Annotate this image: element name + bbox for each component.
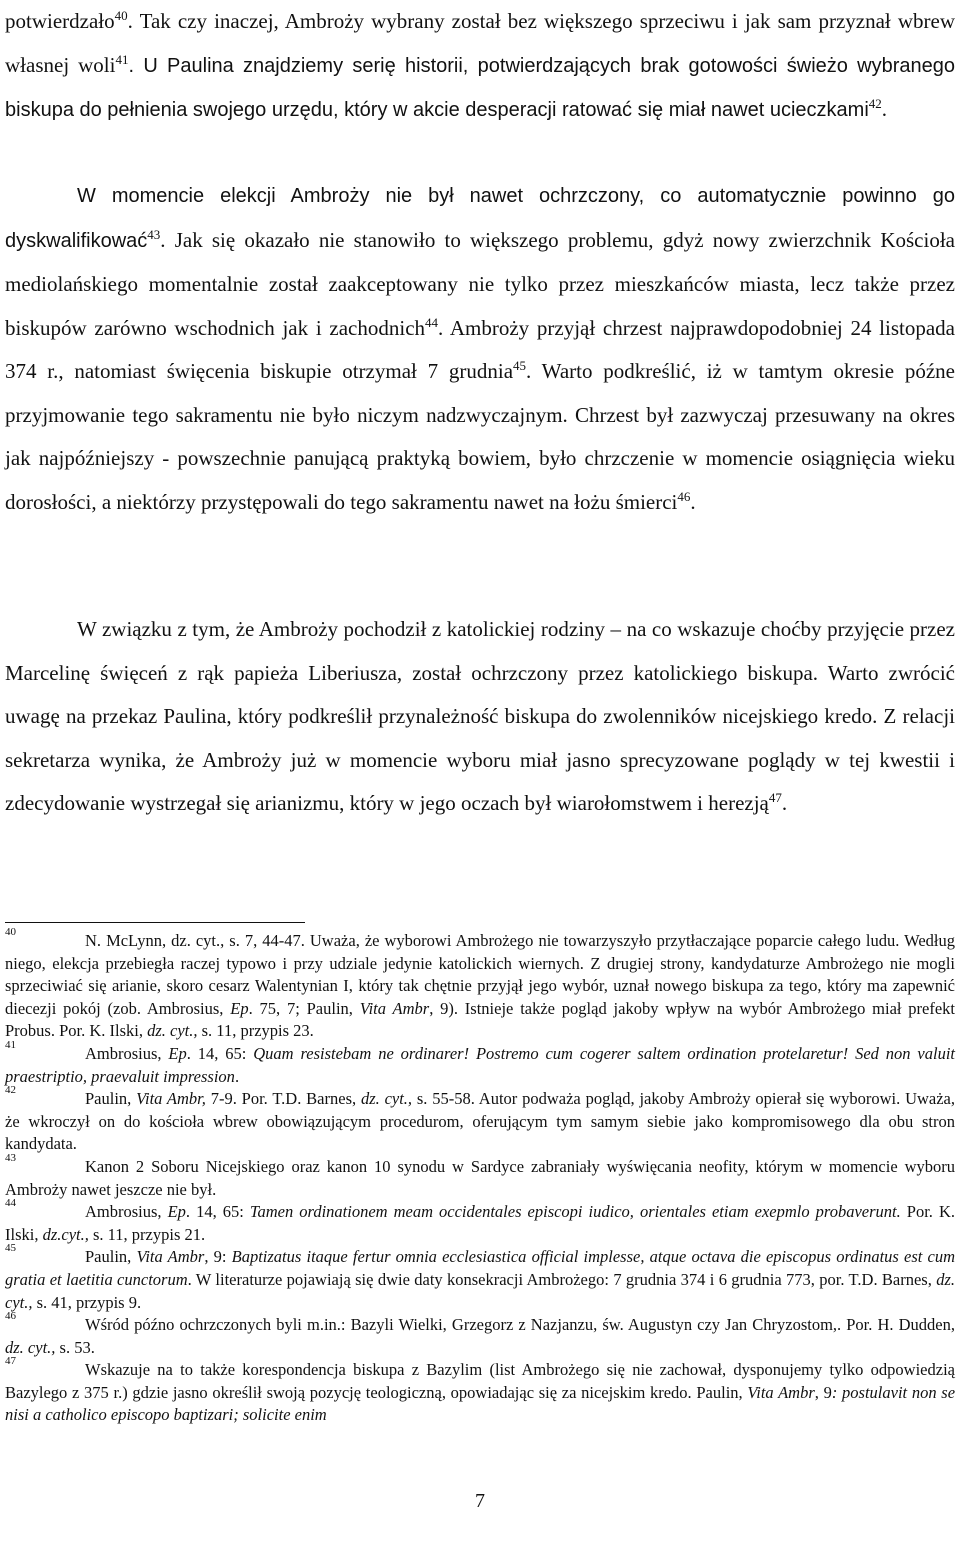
footnote-text: 7-9. Por. T.D. Barnes, (205, 1089, 361, 1109)
footnote-number: 41 (5, 1038, 16, 1051)
footnote-italic: dz. cyt., (147, 1021, 198, 1041)
footnotes (5, 926, 956, 1427)
footnote-italic: Vita Ambr, (136, 1089, 206, 1109)
footnote-ref-47[interactable]: 47 (768, 790, 782, 805)
footnote-text: Wskazuje na to także korespondencja biskupa z Bazylim (list Ambrożego się nie zachował, dysponujemy tylko odpowiedzią Bazylego z 375 r.) gdzie jasno określił swoją pozycję teologiczną, opowiadając się za nicejskim kredo. Paulin, (5, 1360, 955, 1402)
footnote-text: Paulin, (85, 1089, 137, 1109)
footnote-text: Wśród późno ochrzczonych byli m.in.: Bazyli Wielki, Grzegorz z Nazjanzu, św. Augustyn czy Jan Chryzostom,. Por. H. Dudden, (85, 1315, 955, 1335)
text-span: . Jak się okazało nie stanowiło to większego problemu, gdyż nowy zwierzchnik Kościoła mediolańskiego momentalnie został zaakceptowany nie tylko przez mieszkańców miasta, lecz także przez biskupów zarówno wschodnich jak i zachodnich (5, 227, 955, 340)
footnote-number: 40 (5, 926, 16, 938)
text-span: . Tak czy inaczej, Ambroży wybrany został bez większego sprzeciwu i jak sam przyznał wbrew własnej woli (5, 9, 955, 77)
paragraph-1-text (5, 0, 955, 133)
footnote-text: s. 41, przypis 9. (32, 1292, 142, 1312)
footnote-italic: Ep (230, 998, 249, 1018)
footnote-italic: Tamen ordinationem meam occidentales episcopi iudico, orientales etiam exepmlo probaverunt. (249, 1202, 901, 1222)
footnote-italic: : postulavit non se nisi a catholico episcopo baptizari; solicite enim (5, 1382, 956, 1425)
footnote-text: s. 11, przypis 21. (88, 1224, 206, 1244)
footnote-ref-44[interactable]: 44 (425, 314, 439, 330)
text-span: W związku z tym, że Ambroży pochodził z katolickiej rodziny – na co wskazuje choćby przyjęcie przez Marcelinę święceń z rąk papieża Liberiusza, został ochrzczony przez katolickiego biskupa. Warto zwrócić uwagę na przekaz Paulina, który podkreślił przynależność biskupa do zwolenników nicejskiego kredo. Z relacji sekretarza wynika, że Ambroży już w momencie wyboru miał jasno sprecyzowane poglądy w tej kwestii i zdecydowanie wystrzegał się arianizmu, który w jego oczach był wiarołomstwem i herezją (5, 617, 955, 815)
footnote-ref-45[interactable]: 45 (513, 358, 527, 373)
footnote-47 (5, 1355, 956, 1427)
footnote-text: . (234, 1066, 240, 1086)
footnote-number: 42 (5, 1084, 16, 1097)
paragraph-2 (5, 174, 955, 524)
footnote-italic: Vita Ambr (136, 1247, 205, 1267)
footnote-ref-42[interactable]: 42 (868, 96, 882, 111)
footnote-text: , 9). Istnieje także pogląd jakoby wpływ na wybór Ambrożego miał prefekt Probus. Por. K. Ilski, (5, 998, 956, 1041)
footnote-text: s. 11, przypis 23. (197, 1021, 314, 1041)
footnote-text: Paulin, (85, 1247, 137, 1267)
footnote-italic: Vita Ambr (359, 998, 430, 1018)
text-span: . (881, 97, 888, 121)
footnote-text: s. 53. (55, 1337, 95, 1357)
paragraph-2-text (5, 174, 955, 524)
footnote-number: 46 (5, 1310, 16, 1323)
footnote-text: N. McLynn, dz. cyt., s. 7, 44-47. Uważa, że wyborowi Ambrożego nie towarzyszyło przytłaczające poparcie całego ludu. Według niego, elekcja przebiegła raczej typowo i przy udziale jedynie katolickich wiernych. Z drugiej strony, kandydaturze Ambrożego nie mogli sprzeciwiać się arianie, skoro cesarz Walentynian I, który tak chętnie przyjął jego wybór, uznał nowego biskupa za tego, który ma zapewnić diecezji pokój (zob. Ambrosius, (5, 931, 955, 1018)
text-span: . Ambroży przyjął chrzest najprawdopodobniej 24 listopada 374 r., natomiast święcenia biskupie otrzymał 7 grudnia (5, 315, 955, 383)
footnote-42 (5, 1084, 955, 1156)
footnote-text: s. 55-58. Autor podważa pogląd, jakoby Ambroży opierał się wyborowi. Uważa, że wkroczył on do kościoła wbrew obowiązującym procedurom, oferującym tym samym siebie jako kompromisowego dla obu stron kandydata. (5, 1089, 955, 1154)
footnote-text: . 14, 65: (185, 1202, 250, 1222)
footnote-41 (5, 1038, 955, 1088)
footnote-text: Ambrosius, (85, 1043, 169, 1063)
footnote-number: 43 (5, 1151, 16, 1164)
footnote-text: . W literaturze pojawiają się dwie daty konsekracji Ambrożego: 7 grudnia 374 i 6 grudnia 773, por. T.D. Barnes, (187, 1269, 937, 1289)
text-span: . (690, 489, 696, 514)
footnote-italic: dz. cyt., (360, 1089, 413, 1109)
footnote-number: 47 (5, 1355, 16, 1368)
footnote-text: . 75, 7; Paulin, (248, 998, 360, 1018)
footnote-ref-43[interactable]: 43 (147, 226, 161, 242)
footnote-text: Kanon 2 Soboru Nicejskiego oraz kanon 10 synodu w Sardyce zabraniały wyświęcania neofity, którym w momencie wyboru Ambroży nawet jeszcze nie był. (5, 1156, 955, 1199)
footnote-text: Por. K. Ilski, (5, 1202, 955, 1244)
page-number: 7 (475, 1490, 485, 1512)
footnote-italic: dz. cyt., (5, 1269, 956, 1312)
text-span-sans: W momencie elekcji Ambroży nie był nawet ochrzczony, co automatycznie powinno go dyskwalifikować (5, 185, 955, 252)
footnote-ref-46[interactable]: 46 (677, 488, 691, 504)
text-span: potwierdzało (5, 9, 115, 33)
paragraph-3-text (5, 608, 955, 826)
footnote-italic: Ep (167, 1202, 186, 1222)
footnote-italic: Quam resistebam ne ordinarer! Postremo cum cogerer saltem ordination protelaretur! Sed non valuit praestriptio, praevaluit impression (5, 1043, 955, 1086)
text-span-sans: . U Paulina znajdziemy serię historii, potwierdzających brak gotowości świeżo wybranego biskupa do pełnienia swojego urzędu, który w akcie desperacji ratować się miał nawet ucieczkami (5, 54, 956, 121)
footnote-italic: Ep (168, 1043, 187, 1063)
footnote-46 (5, 1310, 955, 1359)
footnote-ref-41[interactable]: 41 (115, 51, 129, 67)
paragraph-1 (5, 0, 955, 133)
footnote-number: 44 (5, 1197, 16, 1210)
footnote-40 (5, 926, 956, 1043)
footnote-number: 45 (5, 1242, 16, 1255)
footnote-text: Ambrosius, (85, 1202, 168, 1222)
footnote-italic: dz. cyt., (5, 1337, 56, 1357)
footnote-44 (5, 1197, 955, 1246)
footnote-separator (5, 922, 305, 923)
footnote-text: . 14, 65: (186, 1043, 254, 1063)
footnote-45 (5, 1242, 956, 1314)
footnote-italic: dz.cyt., (42, 1224, 89, 1244)
text-span: . (781, 791, 788, 815)
footnote-italic: Baptizatus itaque fertur omnia ecclesiastica official implesse, atque octava die episcopus ordinatus est cum gratia et laetitia cunctorum (5, 1247, 956, 1289)
paragraph-3 (5, 608, 955, 826)
footnote-text: , 9 (814, 1382, 832, 1402)
text-span: . Warto podkreślić, iż w tamtym okresie późne przyjmowanie tego sakramentu nie było niczym nadzwyczajnym. Chrzest był zazwyczaj przesuwany na okres jak najpóźniejszy - powszechnie panującą praktyką bowiem, było chrzczenie w momencie osiągnięcia wieku dorosłości, a niektórzy przystępowali do tego sakramentu nawet na łożu śmierci (5, 359, 955, 514)
footnote-ref-40[interactable]: 40 (114, 8, 128, 23)
footnote-text: , 9: (204, 1247, 232, 1267)
footnote-43 (5, 1151, 955, 1201)
footnote-italic: Vita Ambr (747, 1382, 815, 1402)
